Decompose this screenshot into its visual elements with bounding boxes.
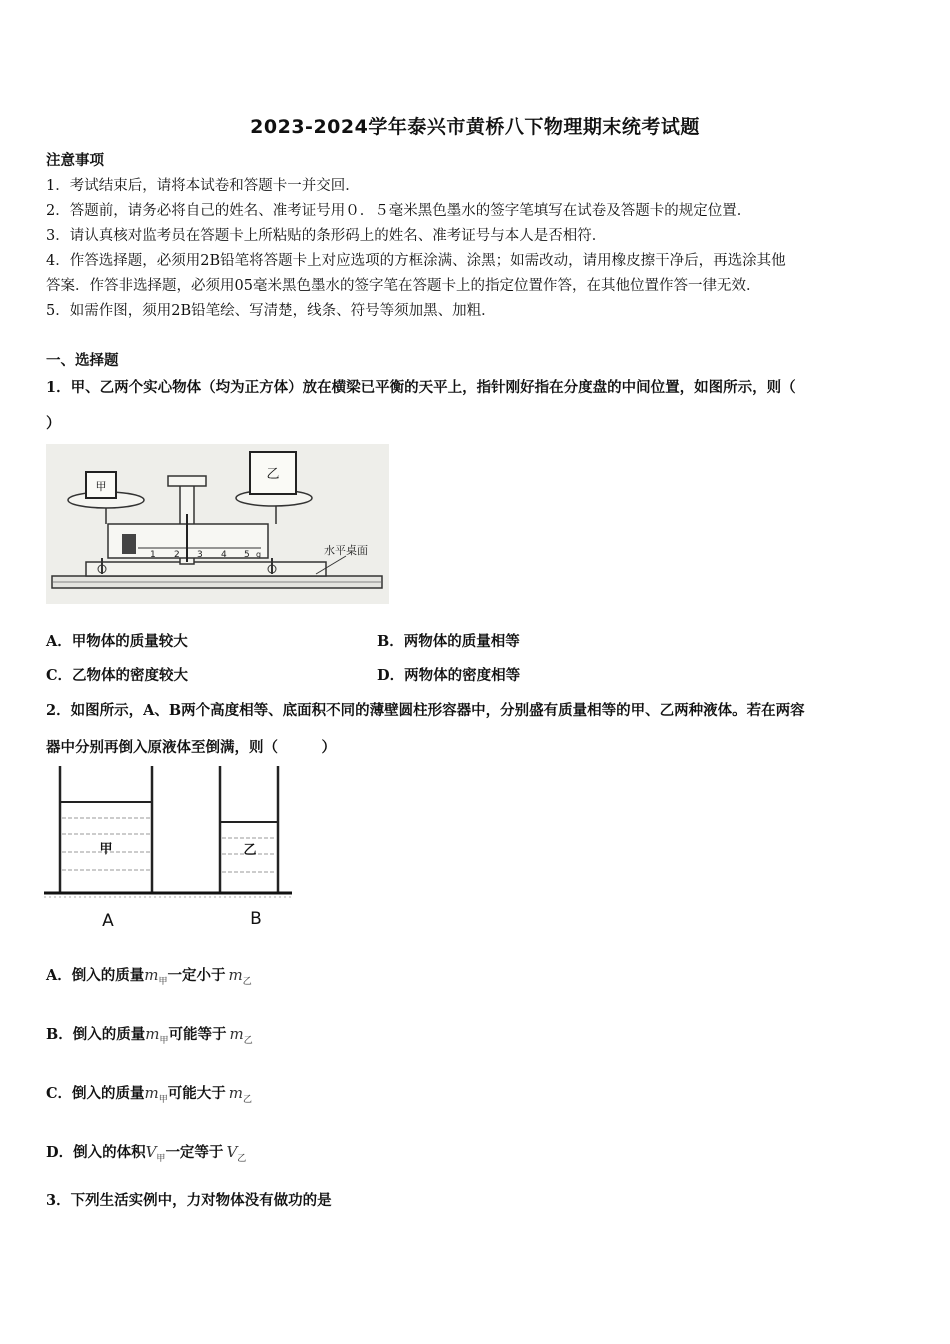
scale-number: 3 [197, 550, 203, 560]
option-relation: 可能大于 [167, 1085, 226, 1102]
q1-stem: 1．甲、乙两个实心物体（均为正方体）放在横梁已平衡的天平上，指针刚好指在分度盘的中间位置，如图所示，则（ [46, 379, 796, 396]
math-var: $m_乙$ [228, 1084, 253, 1105]
container-a-label: A [102, 911, 114, 931]
notice-item: 4．作答选择题，必须用2B铅笔将答题卡上对应选项的方框涂满、涂黑；如需改动，请用橡皮擦干净后，再选涂其他 [46, 253, 786, 269]
option-prefix: B．倒入的质量 [46, 1026, 146, 1043]
notice-item: 2．答题前，请务必将自己的姓名、准考证号用０．５毫米黑色墨水的签字笔填写在试卷及答题卡的规定位置． [46, 203, 752, 219]
notice-heading: 注意事项 [46, 152, 104, 169]
scale-number: 4 [221, 550, 227, 560]
scale-number: 5 [244, 550, 250, 560]
page-title: 2023-2024学年泰兴市黄桥八下物理期末统考试题 [250, 116, 700, 138]
scale-number: 2 [174, 550, 180, 560]
notice-item: 答案．作答非选择题，必须用05毫米黑色墨水的签字笔在答题卡上的指定位置作答，在其他位置作答一律无效． [46, 278, 761, 294]
q2-containers-figure [44, 764, 292, 934]
liquid-b-label: 乙 [243, 843, 257, 858]
q1-balance-figure [46, 444, 389, 604]
right-object-label: 乙 [266, 467, 280, 482]
q1-option-d[interactable]: D．两物体的密度相等 [377, 667, 521, 684]
q2-option-b[interactable] [46, 1023, 253, 1046]
option-relation: 可能等于 [168, 1026, 227, 1043]
q2-stem: 2．如图所示，A、B两个高度相等、底面积不同的薄壁圆柱形容器中，分别盛有质量相等的甲、乙两种液体。若在两容 [46, 702, 805, 719]
container-b-label: B [250, 909, 262, 929]
liquid-a-label: 甲 [99, 842, 113, 857]
q1-stem-end: ） [46, 415, 61, 432]
q1-option-a[interactable]: A．甲物体的质量较大 [46, 633, 188, 650]
option-prefix: D．倒入的体积 [46, 1144, 146, 1161]
q1-option-c[interactable]: C．乙物体的密度较大 [46, 667, 189, 684]
math-var: $m_甲$ [144, 966, 168, 987]
math-var: $m_乙$ [229, 1025, 253, 1046]
notice-item: 3．请认真核对监考员在答题卡上所粘贴的条形码上的姓名、准考证号与本人是否相符． [46, 228, 607, 244]
math-var: $m_甲$ [145, 1025, 169, 1046]
notice-item: 1．考试结束后，请将本试卷和答题卡一并交回． [46, 178, 360, 194]
table-label: 水平桌面 [324, 544, 368, 557]
notice-item: 5．如需作图，须用2B铅笔绘、写清楚，线条、符号等须加黑、加粗． [46, 303, 496, 319]
scale-unit: g [256, 550, 262, 559]
math-var: $m_甲$ [144, 1084, 168, 1105]
math-var: $V_乙$ [226, 1143, 247, 1164]
left-object-label: 甲 [95, 480, 107, 493]
q1-option-b[interactable]: B．两物体的质量相等 [377, 633, 520, 650]
math-var: $m_乙$ [228, 966, 252, 987]
q2-stem-cont: 器中分别再倒入原液体至倒满，则（ ） [46, 739, 336, 756]
section-heading: 一、选择题 [46, 352, 119, 369]
option-prefix: A．倒入的质量 [46, 967, 145, 984]
scale-number: 1 [150, 550, 156, 560]
q2-option-a[interactable] [46, 964, 252, 987]
q3-stem: 3．下列生活实例中，力对物体没有做功的是 [46, 1192, 332, 1209]
option-relation: 一定等于 [165, 1144, 224, 1161]
q2-option-c[interactable] [46, 1082, 252, 1105]
option-prefix: C．倒入的质量 [46, 1085, 145, 1102]
option-relation: 一定小于 [167, 967, 226, 984]
q2-option-d[interactable] [46, 1141, 246, 1164]
math-var: $V_甲$ [145, 1143, 166, 1164]
